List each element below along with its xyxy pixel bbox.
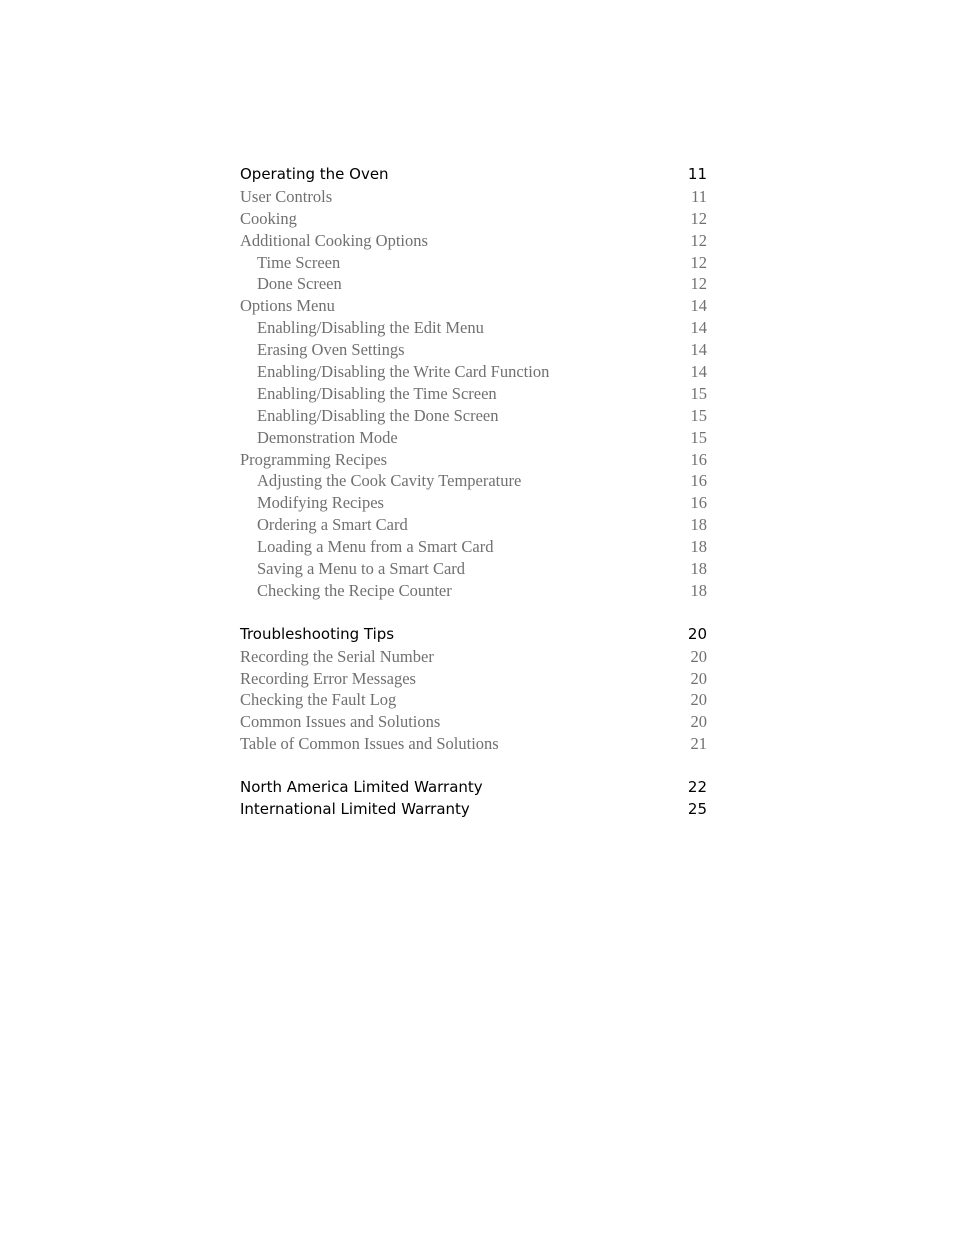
toc-entry-label: Saving a Menu to a Smart Card [257, 559, 466, 579]
toc-heading-label: Troubleshooting Tips [240, 624, 395, 643]
toc-heading-page-number: 25 [687, 800, 707, 819]
toc-entry-label: User Controls [240, 186, 333, 206]
toc-entry[interactable] [240, 186, 707, 208]
toc-entry-label: Cooking [240, 208, 297, 228]
toc-entry-label: Enabling/Disabling the Write Card Function [257, 362, 550, 382]
toc-entry-label: Done Screen [257, 274, 342, 294]
toc-entry-label: Checking the Recipe Counter [257, 580, 452, 600]
toc-entry[interactable] [240, 208, 707, 230]
toc-entry-page-number: 20 [690, 668, 707, 688]
toc-entry-label: Enabling/Disabling the Time Screen [257, 383, 497, 403]
toc-entry-label: Options Menu [240, 296, 335, 316]
toc-entry-label: Erasing Oven Settings [257, 340, 405, 360]
toc-entry-label: Recording Error Messages [240, 668, 416, 688]
toc-section [240, 164, 707, 602]
toc-entry[interactable] [240, 405, 707, 427]
toc-entry[interactable] [240, 230, 707, 252]
toc-entry-page-number: 12 [690, 252, 707, 272]
toc-entry[interactable] [240, 449, 707, 471]
toc-entry-label: Adjusting the Cook Cavity Temperature [257, 471, 522, 491]
table-of-contents [240, 164, 707, 821]
toc-entry-page-number: 12 [690, 208, 707, 228]
toc-entry-label: Common Issues and Solutions [240, 712, 441, 732]
toc-entry[interactable] [240, 646, 707, 668]
toc-entry-page-number: 18 [690, 580, 707, 600]
toc-entry-page-number: 14 [690, 362, 707, 382]
toc-entry[interactable] [240, 339, 707, 361]
toc-entry[interactable] [240, 361, 707, 383]
toc-entry-page-number: 20 [690, 646, 707, 666]
toc-entry-page-number: 20 [690, 690, 707, 710]
toc-entry-page-number: 15 [690, 405, 707, 425]
toc-heading-page-number: 22 [687, 778, 707, 797]
toc-entry[interactable] [240, 536, 707, 558]
toc-heading[interactable] [240, 624, 707, 646]
toc-entry[interactable] [240, 492, 707, 514]
toc-entry-label: Programming Recipes [240, 449, 388, 469]
toc-entry[interactable] [240, 580, 707, 602]
toc-entry-label: Modifying Recipes [257, 493, 384, 513]
toc-entry-label: Table of Common Issues and Solutions [240, 734, 499, 754]
toc-entry[interactable] [240, 514, 707, 536]
toc-entry-page-number: 14 [690, 318, 707, 338]
toc-heading-label: North America Limited Warranty [240, 778, 483, 797]
toc-entry-label: Checking the Fault Log [240, 690, 397, 710]
toc-heading-page-number: 20 [687, 624, 707, 643]
toc-entry-label: Time Screen [257, 252, 341, 272]
toc-entry[interactable] [240, 273, 707, 295]
toc-heading[interactable] [240, 799, 707, 821]
toc-entry-page-number: 18 [690, 515, 707, 535]
toc-entry-page-number: 15 [690, 383, 707, 403]
toc-entry-page-number: 21 [690, 734, 707, 754]
toc-entry-label: Additional Cooking Options [240, 230, 428, 250]
toc-entry-page-number: 11 [691, 186, 707, 206]
toc-entry-label: Enabling/Disabling the Done Screen [257, 405, 499, 425]
toc-entry-page-number: 12 [690, 274, 707, 294]
toc-heading-label: International Limited Warranty [240, 800, 470, 819]
toc-entry[interactable] [240, 733, 707, 755]
toc-entry[interactable] [240, 711, 707, 733]
toc-entry-page-number: 15 [690, 427, 707, 447]
toc-heading-label: Operating the Oven [240, 165, 389, 183]
toc-entry[interactable] [240, 470, 707, 492]
toc-entry-label: Recording the Serial Number [240, 646, 434, 666]
toc-entry[interactable] [240, 558, 707, 580]
toc-entry-label: Ordering a Smart Card [257, 515, 408, 535]
toc-entry[interactable] [240, 295, 707, 317]
toc-entry-page-number: 18 [690, 559, 707, 579]
toc-entry[interactable] [240, 252, 707, 274]
toc-entry[interactable] [240, 689, 707, 711]
toc-section [240, 777, 707, 821]
toc-entry-page-number: 12 [690, 230, 707, 250]
toc-entry[interactable] [240, 317, 707, 339]
toc-entry-label: Enabling/Disabling the Edit Menu [257, 318, 484, 338]
toc-section [240, 624, 707, 755]
toc-entry-page-number: 14 [690, 340, 707, 360]
toc-entry-label: Loading a Menu from a Smart Card [257, 537, 494, 557]
toc-entry-page-number: 16 [690, 471, 707, 491]
toc-entry-page-number: 16 [690, 449, 707, 469]
toc-entry[interactable] [240, 427, 707, 449]
toc-entry-page-number: 14 [690, 296, 707, 316]
toc-entry[interactable] [240, 383, 707, 405]
toc-heading[interactable] [240, 777, 707, 799]
toc-entry-label: Demonstration Mode [257, 427, 398, 447]
toc-entry-page-number: 18 [690, 537, 707, 557]
toc-entry-page-number: 20 [690, 712, 707, 732]
toc-heading-page-number: 11 [687, 165, 707, 183]
toc-heading[interactable] [240, 164, 707, 186]
toc-entry-page-number: 16 [690, 493, 707, 513]
toc-entry[interactable] [240, 668, 707, 690]
